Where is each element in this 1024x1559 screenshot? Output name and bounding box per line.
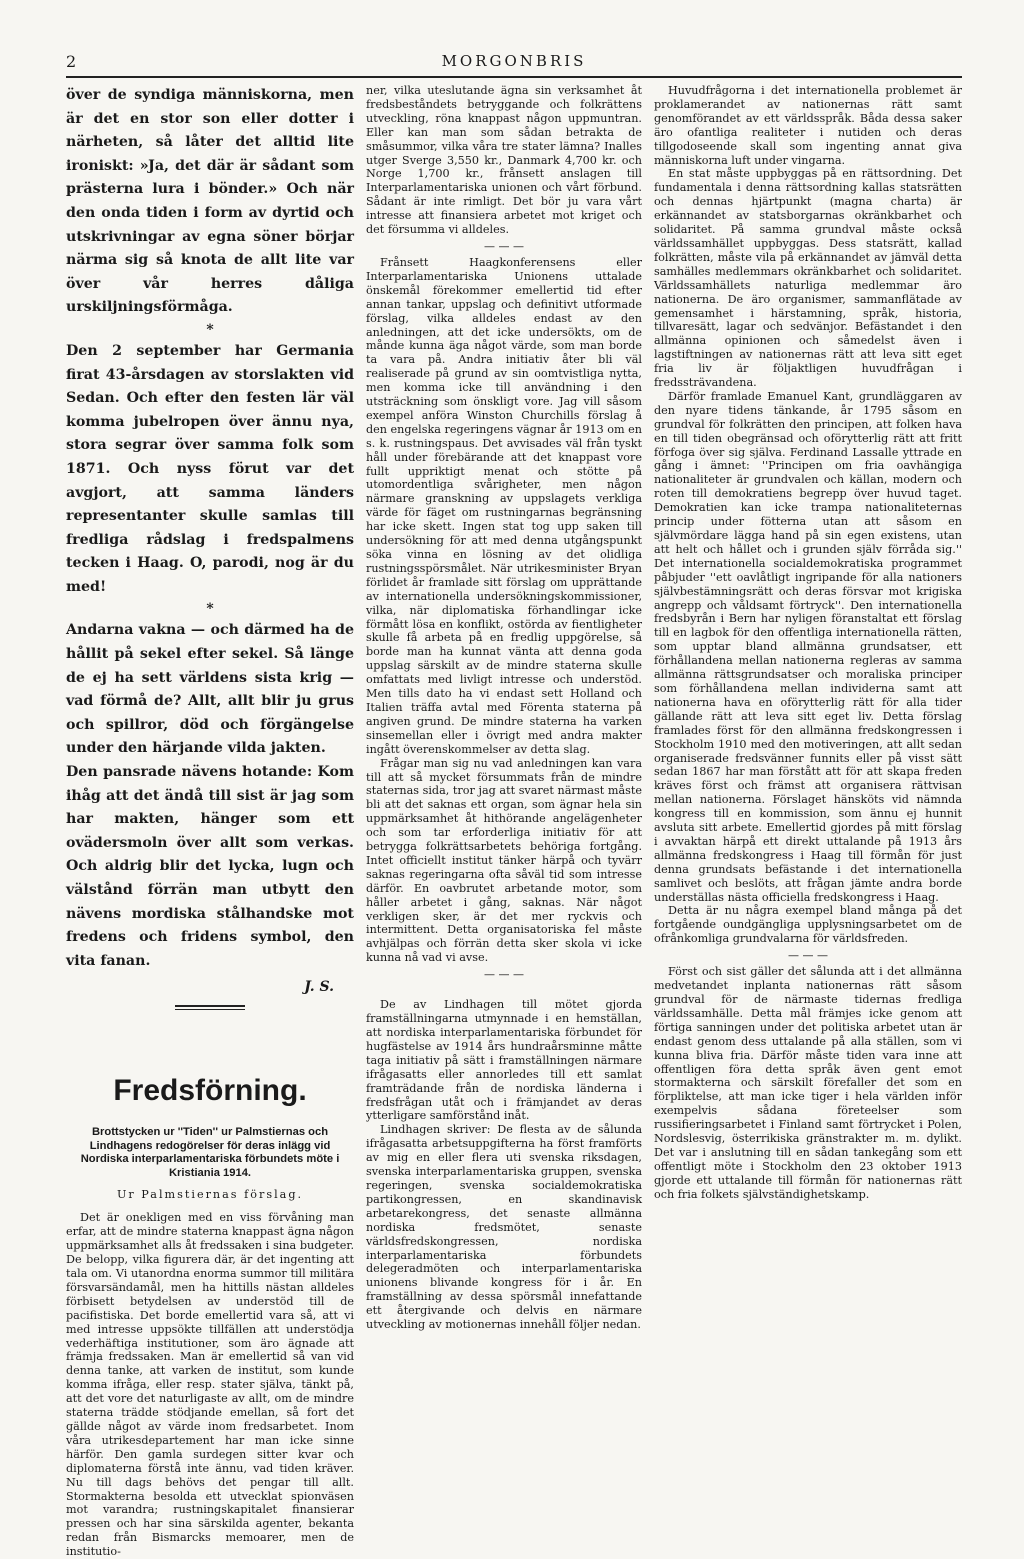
paragraph: De av Lindhagen till mötet gjorda framställningarna utmynnade i en hemställan, att nordiska interparlamentariska förbundet för hugfästelse av 1914 års hundraårsminne måtte taga initiativ på sätt i framställningen närmare ifrågasatts eller annorledes till ett samlat framträdande från de nordiska länderna i fredsfrågan utåt och i främjandet av deras ytterligare samförstånd inåt. <box>366 998 642 1123</box>
paragraph: Lindhagen skriver: De flesta av de sålunda ifrågasatta arbetsuppgifterna ha först framförts av mig en eller flera uti svenska riksdagen, svenska interparlamentariska gruppen, svenska regeringen, svenska socialdemokratiska partikongressen, en skandinavisk arbetarekongress, det senaste allmänna nordiska fredsmötet, senaste världsfredskongressen, nordiska interparlamentariska förbundets delegeradmöten och interparlamentariska unionens blivande kongress för i år. En framställning av dessa spörsmål innefattande ett återgivande och delvis en närmare utveckling av motionernas innehåll följer nedan. <box>366 1123 642 1332</box>
paragraph: Därför framlade Emanuel Kant, grundläggaren av den nyare tidens tänkande, år 1795 såsom en grundval för folkrätten den principen, att folken hava en till tiden obegränsad och oförytterlig rätt att fritt förfoga över sig själva. Ferdinand Lassalle yttrade en gång i ämnet: ''Principen om fria oavhängiga nationaliteter är grundvalen och källan, modern och roten till demokratiens begrepp över huvud taget. Demokratien kan icke trampa nationaliteternas princip under fötterna utan att såsom en självmördare lägga hand på sin egen existens, utan att helt och hållet och i grunden själv förråda sig.'' Det internationella socialdemokratiska programmet påbjuder ''ett oavlåtligt ingripande för alla nationers självbestämningsrätt och deras försvar mot krigiska angrepp och våldsamt förtryck''. Den internationella fredsbyrån i Bern har nyligen föranstaltat ett förslag till en lagbok för den offentliga internationella rätten, som upptar bland allmänna grundsatser, ett förhållandena mellan nationerna regleras av samma allmänna rättsgrundsatser och moraliska principer som förhållandena mellan individerna samt att nationerna hava en oförytterlig rätt för alla tider gällande rätt att leva sitt eget liv. Detta förslag framlades först för den allmänna fredskongressen i Stockholm 1910 med den motiveringen, att allt sedan organiserade fredsvänner funnits eller på visst sätt sedan 1867 har man förstått att för att skapa freden kräves först och främst att organisera rättvisan mellan nationerna. Förslaget hänsköts vid nämnda kongress till en kommission, som ännu ej hunnit avsluta sitt arbete. Emellertid gjordes på mitt förslag i avvaktan härpå ett direkt uttalande på 1913 års allmänna fredskongress i Haag till förmån för just denna grundsats befästande i det internationella samlivet och beslöts, att frågan jämte andra borde underställas nästa officiella fredskongress i Haag. <box>654 389 962 904</box>
paragraph: En stat måste uppbyggas på en rättsordning. Det fundamentala i denna rättsordning kallas statsrätten och dennas hjärtpunkt (magna charta) är erkännandet av statsborgarnas okränkbarhet och solidaritet. På samma grundval måste också världssamhället uppbyggas. Dess statsrätt, kallad folkrätten, måste vila på erkännandet av jämväl detta samhälles medlemmars okränkbarhet och solidaritet. Världssamhällets naturliga medlemmar äro nationerna. De äro organismer, sammanflätade av gemensamhet i härstamning, språk, historia, tillvaresätt, lagar och sedvänjor. Befästandet i den allmänna opinionen och såmedelst även i lagstiftningen av nationernas rätt att leva sitt eget fria liv är följaktligen huvudfrågan i fredssträvandena. <box>654 167 962 390</box>
paragraph: Detta är nu några exempel bland många på det fortgående oundgängliga upplysningsarbetet om de ofrånkomliga grundvalarna för världsfreden. <box>654 904 962 946</box>
paragraph: Frånsett Haagkonferensens eller Interparlamentariska Unionens uttalade önskemål förekommer emellertid tid efter annan tankar, uppslag och definitivt utformade förslag, vilka alldeles endast av den anledningen, att det icke undersökts, om de månde kunna äga något värde, som man borde ta vara på. Andra initiativ åter bli väl realiserade på grund av sin oomtvistliga nytta, men komma icke till användning i den utsträckning som önskligt vore. Jag vill såsom exempel anföra Winston Churchills förslag å den engelska regeringens vägnar år 1913 om en s. k. rustningspaus. Det avvisades väl från tyskt håll under förebärande att det knappast vore fullt uppriktigt menat och stötte på utomordentliga svårigheter, men någon närmare granskning av uppslagets verkliga värde för fäget om rustningarnas begränsning har icke skett. Ingen stat tog upp saken till undersökning för att med denna utgångspunkt söka vinna en lösning av det olidliga rustningsspörsmålet. När utrikesminister Bryan förlidet år framlade sitt förslag om upprättande av internationella undersökningskommissioner, vilka, när diplomatiska förhandlingar icke förmått lösa en konflikt, ostörda av fientligheter skulle få arbeta på en fredlig uppgörelse, så borde man ha kunnat vänta att denna goda uppslag särskilt av de mindre staterna skulle omfattats med livligt intresse och understöd. Men tills dato ha vi endast sett Holland och Italien träffa avtal med Förenta staterna på angiven grund. De mindre staterna ha varken sinsemellan eller i övrigt med andra makter ingått överenskommelser av detta slag. <box>366 255 642 756</box>
page-number: 2 <box>66 52 77 71</box>
subheading: Ur Palmstiernas förslag. <box>116 1188 304 1202</box>
double-rule <box>175 1005 245 1010</box>
signature: J. S. <box>304 979 334 996</box>
paragraph: Den 2 september har Germania firat 43-årsdagen av storslakten vid Sedan. Och efter den festen lär väl komma jubelropen över ännu nya, stora segrar över samma folk som 1871. Och nyss förut var det avgjort, att samma länders representanter skulle samlas till fredliga rådslag i fredspalmens tecken i Haag. O, parodi, nog är du med! <box>66 342 354 595</box>
section-dashes: — — — <box>484 239 524 253</box>
header-rule <box>66 76 962 78</box>
section-star: * <box>206 321 214 338</box>
page-header <box>66 52 962 74</box>
article-intro: Brottstycken ur ''Tiden'' ur Palmstiernas och Lindhagens redogörelser för deras inlägg vid Nordiska interparlamentariska förbundets möte i Kristiania 1914. <box>80 1126 340 1179</box>
spacer <box>366 984 642 998</box>
paragraph: Andarna vakna — och därmed ha de hållit på sekel efter sekel. Så länge de ej ha sett världens sista krig — vad förmå de? Allt, allt blir ju grus och spillror, död och förgängelse under den härjande vilda jakten. <box>66 622 354 757</box>
column-1 <box>66 84 354 1559</box>
editorial-text <box>66 84 354 973</box>
column-2 <box>366 84 642 1332</box>
masthead: MORGONBRIS <box>441 52 587 70</box>
section-dashes: — — — <box>788 949 828 963</box>
paragraph: ner, vilka uteslutande ägna sin verksamhet åt fredsbeståndets betryggande och folkrättens utveckling, röna knappast någon uppmuntran. Eller kan man som sådan betrakta de småsummor, vilka våra tre stater lämna? Inalles utger Sverge 3,550 kr., Danmark 4,700 kr. och Norge 1,700 kr., frånsett anslagen till Interparlamentariska unionen och vårt förbund. Sådant är inte rimligt. Det bör ju vara vårt intresse att finansiera arbetet mot kriget och det försumma vi alldeles. <box>366 84 642 237</box>
paragraph: Först och sist gäller det sålunda att i det allmänna medvetandet inplanta nationernas rätt såsom grundval för de närmaste tidernas fredliga världssamhälle. Detta mål främjes icke genom att förtiga sanningen under det politiska arbetet utan är endast genom dess uttalande på alla ställen, som vi kunna bliva fria. Därför måste tiden vara inne att offentligen föra detta språk även gent emot stormakterna och särskilt förefaller det som en förpliktelse, att man icke tiger i hela världen inför exempelvis sådana företeelser som russifieringsarbetet i Finland samt förtrycket i Polen, Nordslesvig, österrikiska gränstrakter m. m. dylikt. Det var i anslutning till en sådan tankegång som ett offentligt möte i Stockholm den 23 oktober 1913 gjorde ett uttalande till förmån för nationernas rätt och fria folkets självständighetskamp. <box>654 965 962 1201</box>
article-headline: Fredsförning. <box>113 1074 307 1108</box>
paragraph: över de syndiga människorna, men är det en stor son eller dotter i närheten, så låter det alltid lite ironiskt: »Ja, det där är sådant som prästerna lura i bönder.» Och när den onda tiden i form av dyrtid och utskrivningar av egna söner börjar närma sig så knota de allt lite var över vår herres dåliga urskiljningsförmåga. <box>66 87 354 316</box>
paragraph: Den pansrade nävens hotande: Kom ihåg att det ändå till sist är jag som har makten, hänger som ett ovädersmoln över allt som verkas. Och aldrig blir det lycka, lugn och välstånd förrän man utbytt den nävens mordiska stålhandske mot fredens och fridens symbol, den vita fanan. <box>66 764 354 969</box>
section-dashes: — — — <box>484 968 524 982</box>
paragraph: Frågar man sig nu vad anledningen kan vara till att så mycket försummats från de mindre staternas sida, tror jag att svaret närmast måste bli att det saknas ett organ, som ägnar hela sin uppmärksamhet åt hithörande angelägenheter och som tar erforderliga initiativ för att betrygga folkrättsarbetets behöriga fortgång. Intet officiellt institut tänker härpå och tyvärr saknas regeringarna ofta såväl tid som intresse därför. En oavbrutet arbetande motor, som håller arbetet i gång, saknas. När något verkligen sker, är det mer ryckvis och intermittent. Detta organisatoriska fel måste avhjälpas och förrän detta sker skola vi icke kunna nå vad vi avse. <box>366 756 642 965</box>
paragraph: Det är onekligen med en viss förvåning man erfar, att de mindre staterna knappast ägna någon uppmärksamhet alls åt fredssaken i sina budgeter. De belopp, vilka figurera där, är det ingenting att tala om. Vi utanordna enorma summor till militära försvarsändamål, men ha hittills nästan alldeles förbisett betydelsen av understöd till de pacifistiska. Det borde emellertid vara så, att vi med intresse uppsökte tillfällen att understödja vederhäftiga institutioner, som äro ägnade att främja fredssaken. Man är emellertid så van vid denna tanke, att varken de institut, som kunde komma ifråga, eller resp. stater själva, tänkt på, att det vore det naturligaste av allt, om de mindre staterna trädde stödjande emellan, så fort det gällde något av värde inom fredsarbetet. Inom våra utrikesdepartement har man icke sinne härför. Den gamla surdegen sitter kvar och diplomaterna förstå inte ännu, vad tiden kräver. Nu till dags behövs det pengar till allt. Stormakterna besolda ett utvecklat spionväsen mot varandra; rustningskapitalet finansierar pressen och har sina särskilda agenter, bekanta redan från Bismarcks memoarer, men de institutio- <box>66 1211 354 1559</box>
article-body <box>66 1211 354 1559</box>
paragraph: Huvudfrågorna i det internationella problemet är proklamerandet av nationernas rätt samt genomförandet av ett världsspråk. Båda dessa saker äro ofantliga realiteter i nutiden och deras tillgodoseende skall som ingenting annat giva människorna luft under vingarna. <box>654 84 962 167</box>
section-star: * <box>206 601 214 618</box>
column-3 <box>654 84 962 1202</box>
